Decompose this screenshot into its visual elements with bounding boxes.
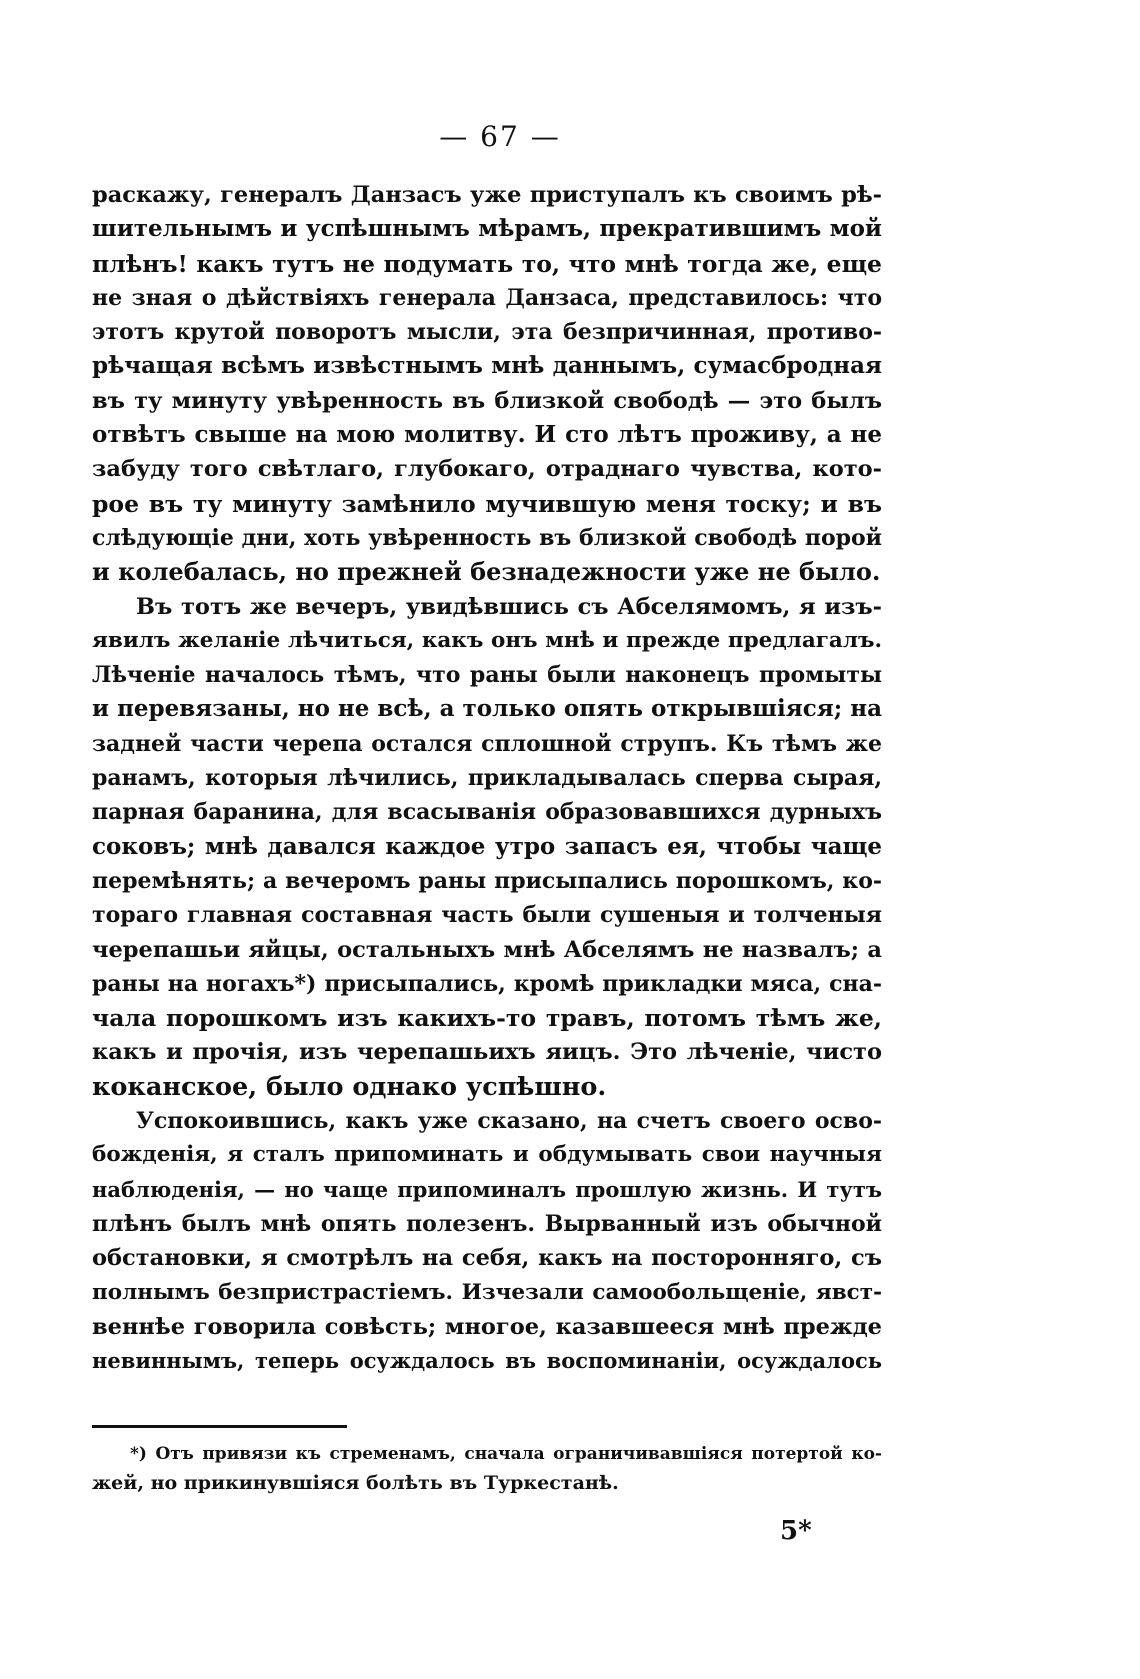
text-line: въ ту минуту увѣренность въ близкой свободѣ — это былъ	[92, 387, 882, 414]
signature-mark: 5*	[780, 1516, 812, 1546]
text-line: плѣнъ былъ мнѣ опять полезенъ. Вырванный изъ обычной	[92, 1210, 882, 1237]
text-line: этотъ крутой поворотъ мысли, эта безпричинная, противо-	[92, 319, 882, 346]
text-line: обстановки, я смотрѣлъ на себя, какъ на посторонняго, съ	[92, 1245, 882, 1272]
text-line: забуду того свѣтлаго, глубокаго, отраднаго чувства, кото-	[92, 456, 882, 483]
text-line: божденія, я сталъ припоминать и обдумывать свои научныя	[92, 1142, 882, 1168]
text-line: перемѣнять; а вечеромъ раны присыпались порошкомъ, ко-	[92, 867, 882, 894]
text-line: и перевязаны, но не всѣ, а только опять открывшіяся; на	[92, 695, 882, 723]
text-line: Въ тотъ же вечеръ, увидѣвшись съ Абселямомъ, я изъ-	[136, 593, 882, 620]
text-line: плѣнъ! какъ тутъ не подумать то, что мнѣ тогда же, еще	[92, 249, 882, 278]
text-line: раскажу, генералъ Данзасъ уже приступалъ къ своимъ рѣ-	[92, 182, 882, 208]
text-line: веннѣе говорила совѣсть; многое, казавшееся мнѣ прежде	[92, 1313, 882, 1340]
text-line: рѣчащая всѣмъ извѣстнымъ мнѣ даннымъ, сумасбродная	[92, 352, 882, 380]
body-text	[92, 178, 882, 1378]
text-line: слѣдующіе дни, хоть увѣренность въ близкой свободѣ порой	[92, 524, 882, 551]
text-line: Успокоившись, какъ уже сказано, на счетъ своего осво-	[136, 1108, 882, 1135]
paragraph-1	[92, 178, 882, 590]
text-line: шительнымъ и успѣшнымъ мѣрамъ, прекратившимъ мой	[92, 215, 882, 243]
footnote-line: *) Отъ привязи къ стременамъ, сначала ограничивавшіяся потертой ко-	[130, 1444, 882, 1464]
text-line: черепашьи яйцы, остальныхъ мнѣ Абселямъ не назвалъ; а	[92, 936, 882, 963]
page-number: — 67 —	[439, 120, 561, 153]
text-line: рое въ ту минуту замѣнило мучившую меня тоску; и въ	[92, 489, 882, 518]
text-line: отвѣтъ свыше на мою молитву. И сто лѣтъ проживу, а не	[92, 421, 882, 449]
text-line: ранамъ, которыя лѣчились, прикладывалась сперва сырая,	[92, 765, 882, 792]
text-line: невиннымъ, теперь осуждалось въ воспоминаніи, осуждалось	[92, 1348, 882, 1374]
text-line: и колебалась, но прежней безнадежности уже не было.	[92, 557, 881, 587]
paragraph-2	[92, 590, 882, 1104]
footnote-divider	[92, 1425, 347, 1428]
text-line: полнымъ безпристрастіемъ. Изчезали самообольщеніе, явст-	[92, 1279, 882, 1305]
text-line: чала порошкомъ изъ какихъ-то травъ, потомъ тѣмъ же,	[92, 1004, 882, 1033]
text-line: коканское, было однако успѣшно.	[92, 1071, 607, 1102]
text-line: явилъ желаніе лѣчиться, какъ онъ мнѣ и прежде предлагалъ.	[92, 627, 882, 653]
text-line: соковъ; мнѣ давался каждое утро запасъ ея, чтобы чаще	[92, 832, 882, 860]
text-line: раны на ногахъ*) присыпались, кромѣ прикладки мяса, сна-	[92, 970, 882, 997]
text-line: Лѣченіе началось тѣмъ, что раны были наконецъ промыты	[92, 662, 882, 689]
text-line: наблюденія, — но чаще припоминалъ прошлую жизнь. И тутъ	[92, 1176, 882, 1202]
text-line: не зная о дѣйствіяхъ генерала Данзаса, представилось: что	[92, 284, 882, 311]
paragraph-3	[92, 1104, 882, 1378]
text-line: парная баранина, для всасыванія образовавшихся дурныхъ	[92, 799, 882, 826]
footnote	[92, 1440, 882, 1498]
text-line: задней части черепа остался сплошной струпъ. Къ тѣмъ же	[92, 730, 882, 757]
text-line: какъ и прочія, изъ черепашьихъ яицъ. Это лѣченіе, чисто	[92, 1039, 882, 1066]
footnote-line: жей, но прикинувшіяся болѣть въ Туркестанѣ.	[92, 1472, 619, 1494]
text-line: тораго главная составная часть были сушеныя и толченыя	[92, 902, 882, 929]
